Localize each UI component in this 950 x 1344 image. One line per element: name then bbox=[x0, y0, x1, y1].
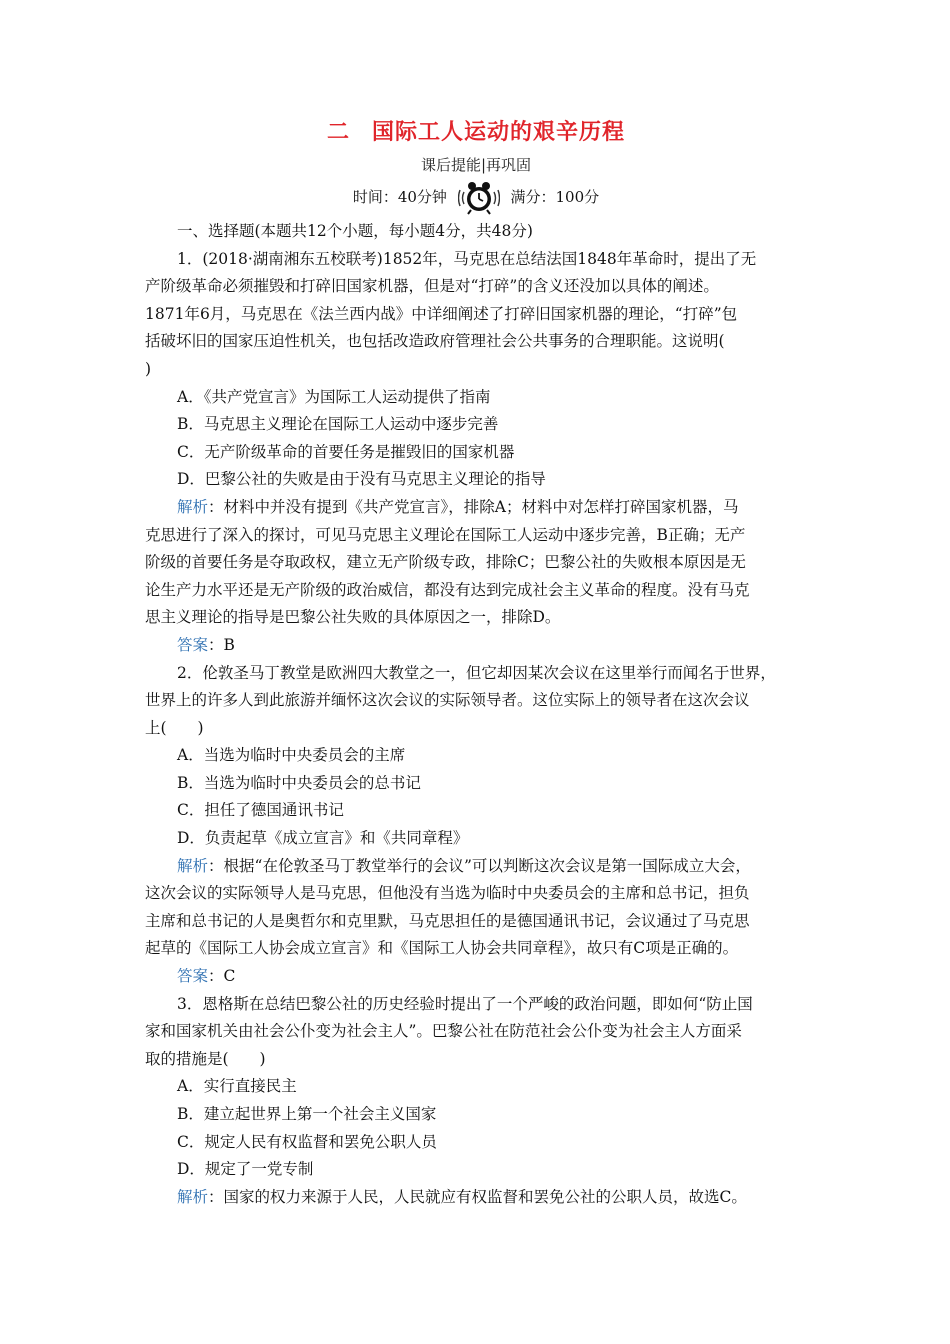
option-d: D．巴黎公社的失败是由于没有马克思主义理论的指导 bbox=[177, 470, 546, 489]
question-stem-line: 上( ) bbox=[145, 718, 204, 737]
option-b: B．马克思主义理论在国际工人运动中逐步完善 bbox=[177, 415, 499, 434]
question-3 bbox=[145, 991, 807, 1212]
option-c: C．担任了德国通讯书记 bbox=[177, 801, 344, 820]
chapter-title: 国际工人运动的艰辛历程 bbox=[372, 120, 626, 145]
answer-line bbox=[145, 632, 807, 660]
question-stem-line: 产阶级革命必须摧毁和打碎旧国家机器，但是对“打碎”的含义还没加以具体的阐述。 bbox=[145, 277, 719, 296]
analysis-line: 这次会议的实际领导人是马克思，但他没有当选为临时中央委员会的主席和总书记，担负 bbox=[145, 884, 750, 903]
question-stem-line: ) bbox=[145, 359, 152, 378]
question-2 bbox=[145, 660, 807, 991]
option-a: A．《共产党宣言》为国际工人运动提供了指南 bbox=[177, 387, 491, 406]
option-d: D．规定了一党专制 bbox=[177, 1160, 314, 1179]
question-stem-line: 世界上的许多人到此旅游并缅怀这次会议的实际领导者。这位实际上的领导者在这次会议 bbox=[145, 691, 750, 710]
question-stem-line: 3．恩格斯在总结巴黎公社的历史经验时提出了一个严峻的政治问题，即如何“防止国 bbox=[177, 994, 753, 1013]
option-b: B．建立起世界上第一个社会主义国家 bbox=[177, 1105, 437, 1123]
question-stem-line: 家和国家机关由社会公仆变为社会主人”。巴黎公社在防范社会公仆变为社会主人方面采 bbox=[145, 1022, 742, 1041]
analysis-line: 起草的《国际工人协会成立宣言》和《国际工人协会共同章程》，故只有C项是正确的。 bbox=[145, 939, 739, 958]
analysis-label: 解析 bbox=[177, 1187, 209, 1206]
question-stem-line: 括破坏旧的国家压迫性机关，也包括改造政府管理社会公共事务的合理职能。这说明( bbox=[145, 332, 725, 351]
option-c: C．无产阶级革命的首要任务是摧毁旧的国家机器 bbox=[177, 442, 515, 461]
page-title bbox=[145, 118, 807, 148]
answer-value: ：B bbox=[208, 635, 235, 654]
answer-value: ：C bbox=[208, 967, 236, 986]
question-stem-line: 1．(2018·湖南湘东五校联考)1852年，马克思在总结法国1848年革命时，提出了无 bbox=[177, 249, 757, 268]
option-a: A．实行直接民主 bbox=[177, 1077, 297, 1096]
option-a: A．当选为临时中央委员会的主席 bbox=[177, 746, 406, 765]
alarm-clock-icon bbox=[458, 180, 500, 216]
analysis-line: 解析：国家的权力来源于人民，人民就应有权监督和罢免公社的公职人员，故选C。 bbox=[177, 1187, 747, 1206]
question-stem-line: 1871年6月，马克思在《法兰西内战》中详细阐述了打碎旧国家机器的理论，“打碎”包 bbox=[145, 304, 738, 323]
analysis-line: 主席和总书记的人是奥哲尔和克里默，马克思担任的是德国通讯书记，会议通过了马克思 bbox=[145, 911, 750, 930]
time-limit: 时间：40分钟 bbox=[352, 188, 447, 206]
analysis-line: 解析：材料中并没有提到《共产党宣言》，排除A；材料中对怎样打碎国家机器，马 bbox=[177, 497, 739, 516]
analysis-line: 阶级的首要任务是夺取政权，建立无产阶级专政，排除C；巴黎公社的失败根本原因是无 bbox=[145, 553, 746, 572]
analysis-line: 思主义理论的指导是巴黎公社失败的具体原因之一，排除D。 bbox=[145, 608, 561, 627]
analysis-line: 论生产力水平还是无产阶级的政治威信，都没有达到完成社会主义革命的程度。没有马克 bbox=[145, 580, 750, 599]
option-c: C．规定人民有权监督和罢免公职人员 bbox=[177, 1132, 437, 1151]
option-b: B．当选为临时中央委员会的总书记 bbox=[177, 773, 421, 792]
analysis-line: 解析：根据“在伦敦圣马丁教堂举行的会议”可以判断这次会议是第一国际成立大会， bbox=[177, 856, 751, 875]
subtitle: 课后提能|再巩固 bbox=[420, 156, 532, 174]
exam-meta bbox=[145, 176, 807, 218]
question-stem-line: 取的措施是( ) bbox=[145, 1049, 266, 1068]
analysis-line: 克思进行了深入的探讨，可见马克思主义理论在国际工人运动中逐步完善，B正确；无产 bbox=[145, 525, 746, 544]
answer-label: 答案 bbox=[177, 967, 209, 986]
option-d: D．负责起草《成立宣言》和《共同章程》 bbox=[177, 829, 469, 848]
section-heading: 一、选择题(本题共12个小题，每小题4分，共48分) bbox=[177, 222, 533, 240]
question-1 bbox=[145, 246, 807, 660]
analysis-label: 解析 bbox=[177, 497, 209, 516]
answer-line bbox=[145, 963, 807, 991]
chapter-number: 二 bbox=[326, 120, 350, 145]
full-score: 满分：100分 bbox=[510, 188, 600, 206]
answer-label: 答案 bbox=[177, 635, 209, 654]
document-page bbox=[145, 118, 807, 1211]
question-stem-line: 2．伦敦圣马丁教堂是欧洲四大教堂之一，但它却因某次会议在这里举行而闻名于世界， bbox=[177, 663, 776, 682]
analysis-label: 解析 bbox=[177, 856, 209, 875]
